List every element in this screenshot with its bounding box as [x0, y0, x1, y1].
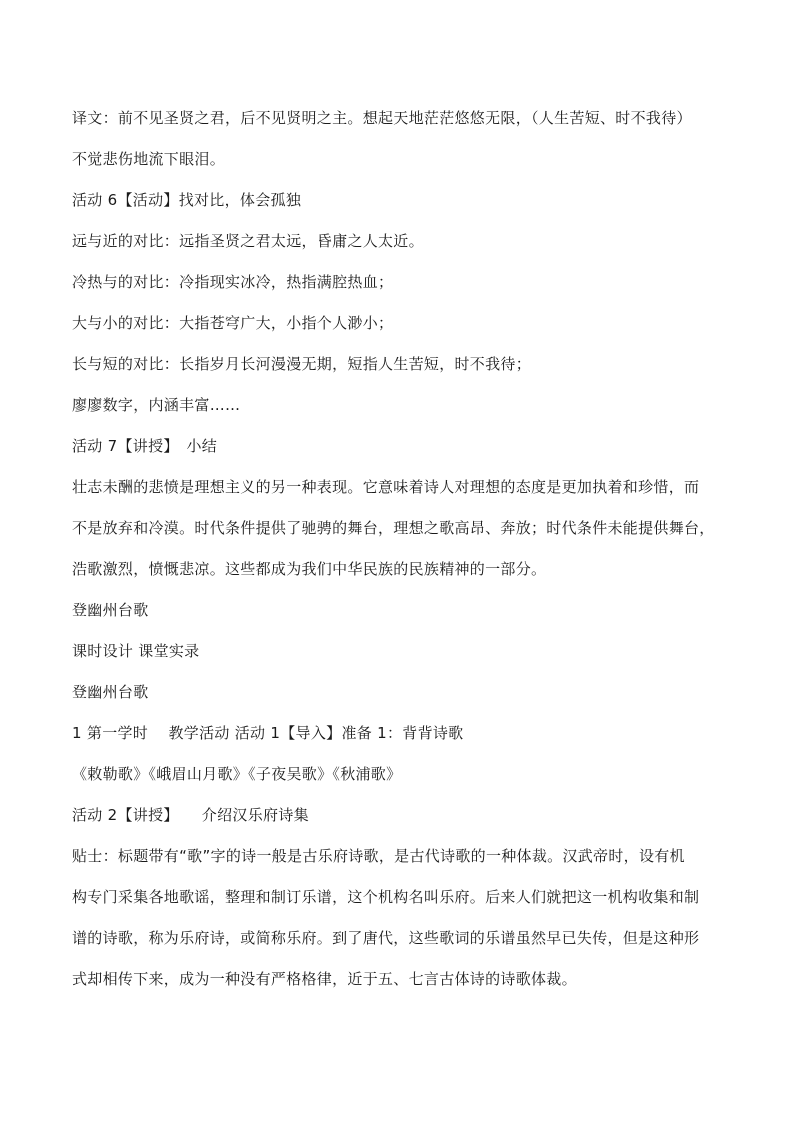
tip-line-1: 贴士：标题带有“歌”字的诗一般是古乐府诗歌，是古代诗歌的一种体裁。汉武帝时，设有机 [72, 847, 685, 865]
contrast-cold-hot: 冷热与的对比：冷指现实冰冷，热指满腔热血； [72, 273, 394, 291]
poem-title-2: 登幽州台歌 [72, 683, 149, 701]
tip-line-4: 式却相传下来，成为一种没有严格格律，近于五、七言古体诗的诗歌体裁。 [72, 970, 577, 988]
tip-line-3: 谱的诗歌，称为乐府诗，或简称乐府。到了唐代，这些歌词的乐谱虽然早已失传，但是这种形 [72, 929, 700, 947]
lesson-design-line: 课时设计 课堂实录 [72, 642, 200, 660]
rich-meaning-line: 廖廖数字，内涵丰富…… [72, 396, 241, 414]
contrast-long-short: 长与短的对比：长指岁月长河漫漫无期，短指人生苦短，时不我待； [72, 355, 532, 373]
activity-7-heading: 活动 7【讲授】 小结 [72, 437, 218, 455]
activity-6-heading: 活动 6【活动】找对比，体会孤独 [72, 191, 302, 209]
summary-line-3: 浩歌激烈，愤慨悲凉。这些都成为我们中华民族的民族精神的一部分。 [72, 560, 547, 578]
summary-line-1: 壮志未酬的悲愤是理想主义的另一种表现。它意味着诗人对理想的态度是更加执着和珍惜，而 [72, 478, 700, 496]
summary-line-2: 不是放弃和冷漠。时代条件提供了驰骋的舞台，理想之歌高昂、奔放；时代条件未能提供舞台， [72, 519, 715, 537]
contrast-far-near: 远与近的对比：远指圣贤之君太远，昏庸之人太近。 [72, 232, 424, 250]
poem-title-1: 登幽州台歌 [72, 601, 149, 619]
document-body [72, 108, 724, 989]
activity-2-heading: 活动 2【讲授】 介绍汉乐府诗集 [72, 806, 309, 824]
contrast-big-small: 大与小的对比：大指苍穹广大，小指个人渺小； [72, 314, 394, 332]
poem-list: 《敕勒歌》《峨眉山月歌》《子夜吴歌》《秋浦歌》 [72, 765, 402, 783]
translation-line-2: 不觉悲伤地流下眼泪。 [72, 150, 226, 168]
activity-1-heading: 1 第一学时 教学活动 活动 1【导入】准备 1：背背诗歌 [72, 724, 464, 742]
tip-line-2: 构专门采集各地歌谣，整理和制订乐谱，这个机构名叫乐府。后来人们就把这一机构收集和制 [72, 888, 700, 906]
translation-line-1: 译文：前不见圣贤之君，后不见贤明之主。想起天地茫茫悠悠无限，（人生苦短、时不我待） [72, 109, 692, 127]
